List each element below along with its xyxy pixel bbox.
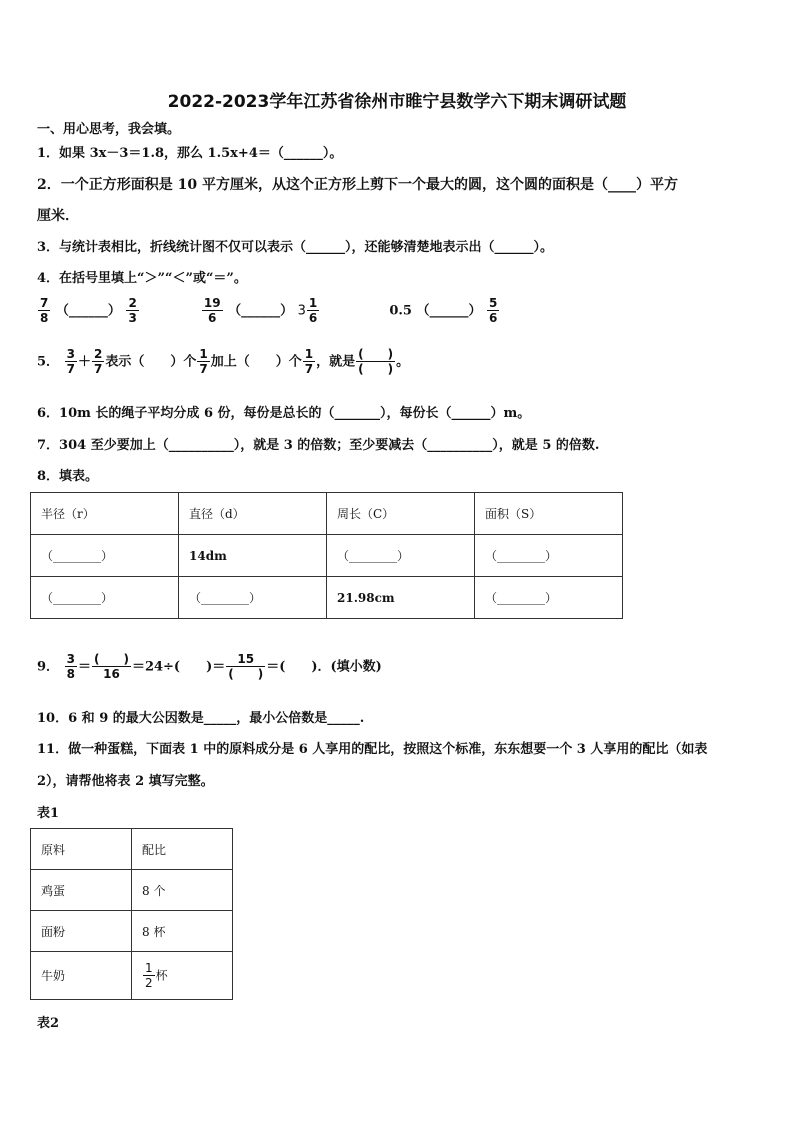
answer-fraction[interactable]: $\frac{15}{( )}$ bbox=[228, 652, 264, 681]
fraction: $\frac{1}{7}$ bbox=[304, 347, 314, 376]
question-4-items bbox=[37, 296, 500, 326]
fraction: $\frac{1}{2}$ bbox=[145, 960, 153, 990]
answer-cell[interactable]: （________） bbox=[179, 577, 327, 619]
question-8: 8．填表。 bbox=[37, 469, 99, 484]
table-header-row bbox=[31, 829, 233, 870]
question-number: 9． bbox=[37, 659, 60, 675]
table-row bbox=[31, 952, 233, 1000]
question-4: 4．在括号里填上“＞”“＜”或“＝”。 bbox=[37, 271, 247, 286]
answer-cell[interactable]: （________） bbox=[31, 535, 179, 577]
answer-cell[interactable]: （________） bbox=[31, 577, 179, 619]
circle-table bbox=[30, 492, 623, 619]
fraction: $\frac{1}{6}$ bbox=[308, 296, 318, 325]
text: 。 bbox=[396, 354, 410, 370]
table-header-cell: 配比 bbox=[132, 829, 233, 870]
table-cell: 鸡蛋 bbox=[31, 870, 132, 911]
table-row bbox=[31, 535, 623, 577]
table2-label: 表2 bbox=[37, 1016, 60, 1031]
question-11-line1: 11．做一种蛋糕，下面表 1 中的原料成分是 6 人享用的配比，按照这个标准，东东想要一个 3 人享用的配比（如表 bbox=[37, 742, 708, 757]
answer-blank[interactable]: （______） bbox=[228, 303, 294, 319]
table-row bbox=[31, 870, 233, 911]
question-number: 5． bbox=[37, 354, 60, 370]
question-5 bbox=[37, 347, 409, 377]
table-header-cell: 原料 bbox=[31, 829, 132, 870]
fraction: $\frac{7}{8}$ bbox=[40, 296, 49, 325]
table-row bbox=[31, 911, 233, 952]
answer-cell[interactable]: （________） bbox=[475, 535, 623, 577]
table-header-cell: 直径（d） bbox=[179, 493, 327, 535]
question-7: 7．304 至少要加上（__________），就是 3 的倍数；至少要减去（__________），就是 5 的倍数. bbox=[37, 438, 600, 453]
text: 表示（ ）个 bbox=[105, 354, 197, 370]
question-9 bbox=[37, 652, 382, 682]
table-header-row bbox=[31, 493, 623, 535]
text: ＝24÷( )＝ bbox=[131, 659, 226, 675]
equals-sign: ＝ bbox=[77, 659, 91, 675]
fraction: $\frac{3}{7}$ bbox=[66, 347, 75, 376]
text: ＝( )．(填小数) bbox=[266, 659, 382, 675]
answer-blank[interactable]: （______） bbox=[416, 303, 482, 319]
fraction: $\frac{19}{6}$ bbox=[203, 296, 221, 325]
question-11-line2: 2），请帮他将表 2 填写完整。 bbox=[37, 774, 214, 789]
text: 加上（ ）个 bbox=[210, 354, 302, 370]
whole-number: 3 bbox=[297, 303, 306, 319]
answer-cell[interactable]: （________） bbox=[475, 577, 623, 619]
table-cell: 8 杯 bbox=[132, 911, 233, 952]
question-10: 10．6 和 9 的最大公因数是_____，最小公倍数是_____. bbox=[37, 711, 365, 726]
text: ，就是 bbox=[316, 354, 356, 370]
fraction: $\frac{1}{7}$ bbox=[199, 347, 208, 376]
table-header-cell: 面积（S） bbox=[475, 493, 623, 535]
table-cell: 牛奶 bbox=[31, 952, 132, 1000]
answer-fraction[interactable]: $\frac{( )}{16}$ bbox=[93, 652, 129, 681]
plus-sign: ＋ bbox=[77, 354, 91, 370]
decimal-value: 0.5 bbox=[389, 303, 412, 319]
table1-label: 表1 bbox=[37, 806, 60, 821]
table-cell: 8 个 bbox=[132, 870, 233, 911]
question-3: 3．与统计表相比，折线统计图不仅可以表示（______），还能够清楚地表示出（______）。 bbox=[37, 240, 554, 255]
answer-blank[interactable]: （______） bbox=[55, 303, 121, 319]
recipe-table-1 bbox=[30, 828, 233, 1000]
question-2-line2: 厘米． bbox=[37, 208, 79, 224]
fraction: $\frac{2}{7}$ bbox=[93, 347, 103, 376]
question-1: 1．如果 3x－3＝1.8，那么 1.5x+4＝（______）。 bbox=[37, 146, 343, 161]
section-heading: 一、用心思考，我会填。 bbox=[37, 122, 181, 137]
page-title: 2022-2023学年江苏省徐州市睢宁县数学六下期末调研试题 bbox=[167, 92, 627, 112]
table-cell bbox=[132, 952, 233, 1000]
table-row bbox=[31, 577, 623, 619]
table-cell: 14dm bbox=[179, 535, 327, 577]
question-2-line1: 2．一个正方形面积是 10 平方厘米，从这个正方形上剪下一个最大的圆，这个圆的面积是（____）平方 bbox=[37, 177, 678, 193]
answer-fraction[interactable]: $\frac{( )}{( )}$ bbox=[358, 347, 394, 376]
table-cell: 21.98cm bbox=[327, 577, 475, 619]
table-cell: 面粉 bbox=[31, 911, 132, 952]
fraction: $\frac{3}{8}$ bbox=[66, 652, 75, 681]
table-header-cell: 周长（C） bbox=[327, 493, 475, 535]
answer-cell[interactable]: （________） bbox=[327, 535, 475, 577]
unit: 杯 bbox=[155, 968, 168, 982]
question-6: 6．10m 长的绳子平均分成 6 份，每份是总长的（_______），每份长（______）m。 bbox=[37, 406, 531, 421]
fraction: $\frac{5}{6}$ bbox=[489, 296, 498, 325]
fraction: $\frac{2}{3}$ bbox=[128, 296, 137, 325]
table-header-cell: 半径（r） bbox=[31, 493, 179, 535]
